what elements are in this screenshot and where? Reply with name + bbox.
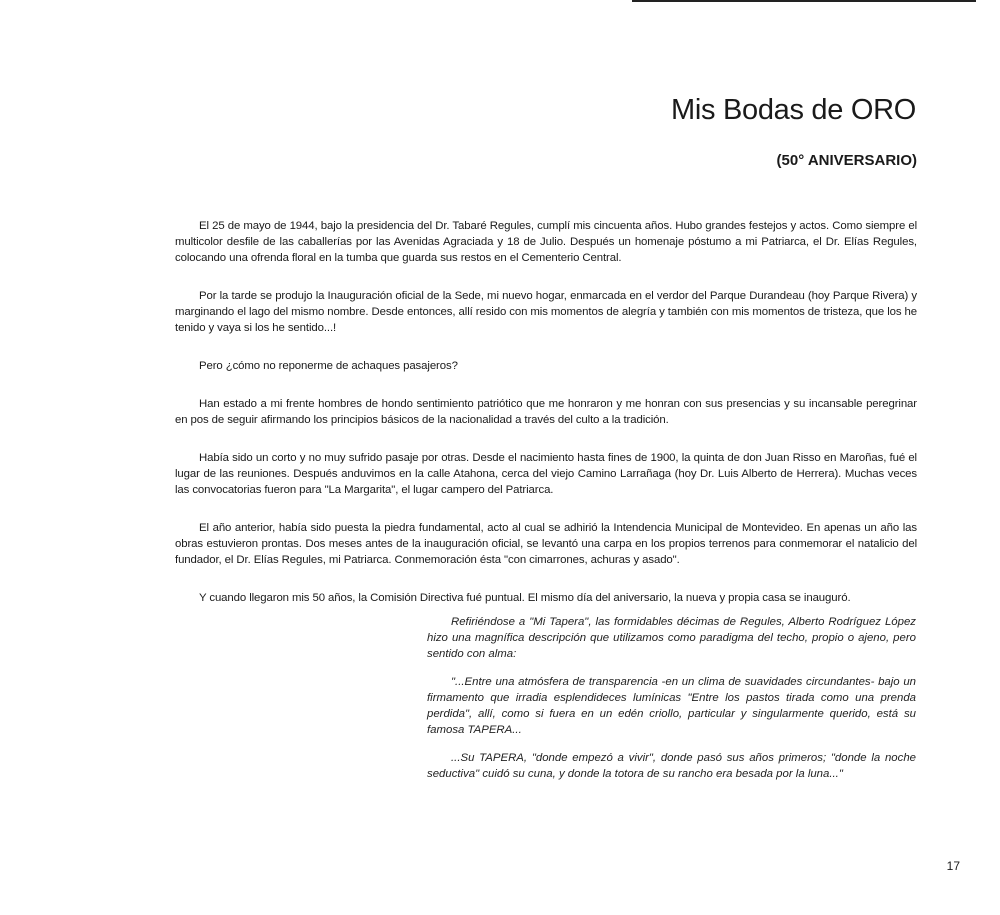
paragraph: El año anterior, había sido puesta la piedra fundamental, acto al cual se adhirió la Intendencia Municipal de Montevideo. En apenas un año las obras estuvieron prontas. Dos meses antes de la inauguración oficial, se levantó una carpa en los propios terrenos para conmemorar el natalicio del fundador, el Dr. Elías Regules, mi Patriarca. Conmemoración ésta "con cimarrones, achuras y asado". bbox=[175, 522, 917, 566]
paragraph: Han estado a mi frente hombres de hondo sentimiento patriótico que me honraron y me honran con sus presencias y su incansable peregrinar en pos de seguir afirmando los principios básicos de la nacionalidad a través del culto a la tradición. bbox=[175, 398, 917, 426]
page-title: Mis Bodas de ORO bbox=[670, 94, 916, 126]
page-number: 17 bbox=[946, 859, 960, 873]
quote-paragraph: ...Su TAPERA, "donde empezó a vivir", donde pasó sus años primeros; "donde la noche seductiva" cuidó su cuna, y donde la totora de su rancho era besada por la luna..." bbox=[427, 752, 916, 780]
top-rule bbox=[632, 0, 976, 2]
paragraph: Por la tarde se produjo la Inauguración oficial de la Sede, mi nuevo hogar, enmarcada en el verdor del Parque Durandeau (hoy Parque Rivera) y marginando el lago del mismo nombre. Desde entonces, allí resido con mis momentos de alegría y también con mis momentos de tristeza, que los he tenido y vaya si los he sentido...! bbox=[175, 290, 917, 334]
paragraph: Pero ¿cómo no reponerme de achaques pasajeros? bbox=[199, 360, 458, 372]
paragraph: El 25 de mayo de 1944, bajo la presidencia del Dr. Tabaré Regules, cumplí mis cincuenta años. Hubo grandes festejos y actos. Como siempre el multicolor desfile de las caballerías por las Avenidas Agraciada y 18 de Julio. Después un homenaje póstumo a mi Patriarca, el Dr. Elías Regules, colocando una ofrenda floral en la tumba que guarda sus restos en el Cementerio Central. bbox=[175, 220, 917, 264]
quote-paragraph: Refiriéndose a "Mi Tapera", las formidables décimas de Regules, Alberto Rodríguez López hizo una magnífica descripción que utilizamos como paradigma del techo, propio o ajeno, pero sentido con alma: bbox=[427, 616, 916, 660]
body-text bbox=[175, 218, 917, 628]
paragraph: Había sido un corto y no muy sufrido pasaje por otras. Desde el nacimiento hasta fines de 1900, la quinta de don Juan Risso en Maroñas, fué el lugar de las reuniones. Después anduvimos en la calle Atahona, cerca del viejo Camino Larrañaga (hoy Dr. Luis Alberto de Herrera). Muchas veces las convocatorias fueron para "La Margarita", el lugar campero del Patriarca. bbox=[175, 452, 917, 496]
page-subtitle: (50° ANIVERSARIO) bbox=[776, 152, 917, 169]
paragraph: Y cuando llegaron mis 50 años, la Comisión Directiva fué puntual. El mismo día del aniversario, la nueva y propia casa se inauguró. bbox=[199, 592, 851, 604]
quote-paragraph: "...Entre una atmósfera de transparencia -en un clima de suavidades circundantes- bajo un firmamento que irradia esplendideces lumínicas "Entre los pastos tirada como una prenda perdida", allí, como si fuera en un edén criollo, particular y singularmente querido, está su famosa TAPERA... bbox=[427, 676, 916, 736]
quote-block bbox=[427, 614, 916, 794]
